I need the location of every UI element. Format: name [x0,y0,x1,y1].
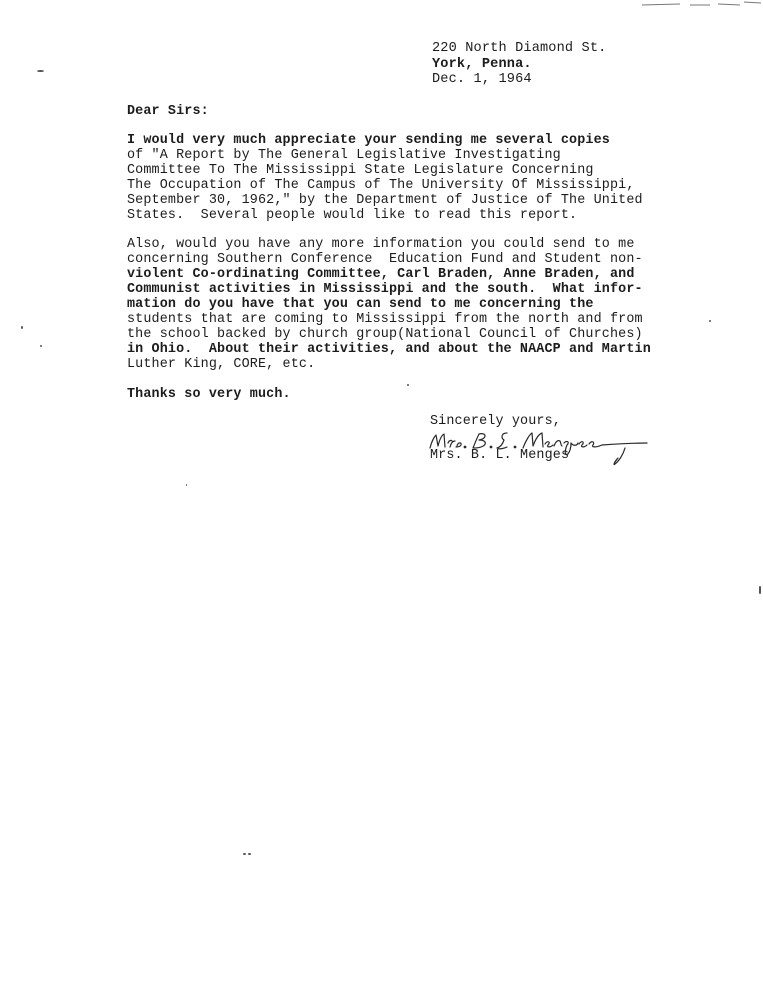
paragraph-2-line: concerning Southern Conference Education Fund and Student non- [127,252,643,267]
scan-speck [243,853,246,855]
paragraph-1-line: of "A Report by The General Legislative Investigating [127,148,561,163]
paragraph-2-line: in Ohio. About their activities, and about the NAACP and Martin [127,342,651,357]
typed-name: Mrs. B. L. Menges [430,448,570,463]
scan-speck [759,586,761,594]
scan-speck [40,345,42,347]
scan-speck [709,320,711,322]
paragraph-2-line: students that are coming to Mississippi from the north and from [127,312,643,327]
address-street: 220 North Diamond St. [432,41,607,56]
scan-speck [407,384,409,386]
scan-speck [37,70,44,72]
thanks-line: Thanks so very much. [127,387,291,402]
scan-speck [248,853,251,855]
scan-edge-marks [640,0,763,8]
paragraph-2-line: the school backed by church group(National Council of Churches) [127,327,643,342]
paragraph-1-line: Committee To The Mississippi State Legislature Concerning [127,163,594,178]
address-city: York, Penna. [432,57,532,72]
scan-speck [21,326,23,329]
paragraph-1-line: I would very much appreciate your sending me several copies [127,133,610,148]
closing-line: Sincerely yours, [430,414,561,429]
salutation: Dear Sirs: [127,104,209,119]
paragraph-1-line: September 30, 1962," by the Department of Justice of The United [127,193,643,208]
letter-date: Dec. 1, 1964 [432,72,532,87]
paragraph-2-line: mation do you have that you can send to me concerning the [127,297,594,312]
paragraph-2-line: Also, would you have any more information you could send to me [127,237,635,252]
paragraph-1-line: States. Several people would like to read this report. [127,208,578,223]
scan-speck [186,484,187,486]
paragraph-2-line: Luther King, CORE, etc. [127,357,316,372]
paragraph-1-line: The Occupation of The Campus of The University Of Mississippi, [127,178,635,193]
paragraph-2-line: violent Co-ordinating Committee, Carl Braden, Anne Braden, and [127,267,635,282]
paragraph-2-line: Communist activities in Mississippi and the south. What infor- [127,282,643,297]
